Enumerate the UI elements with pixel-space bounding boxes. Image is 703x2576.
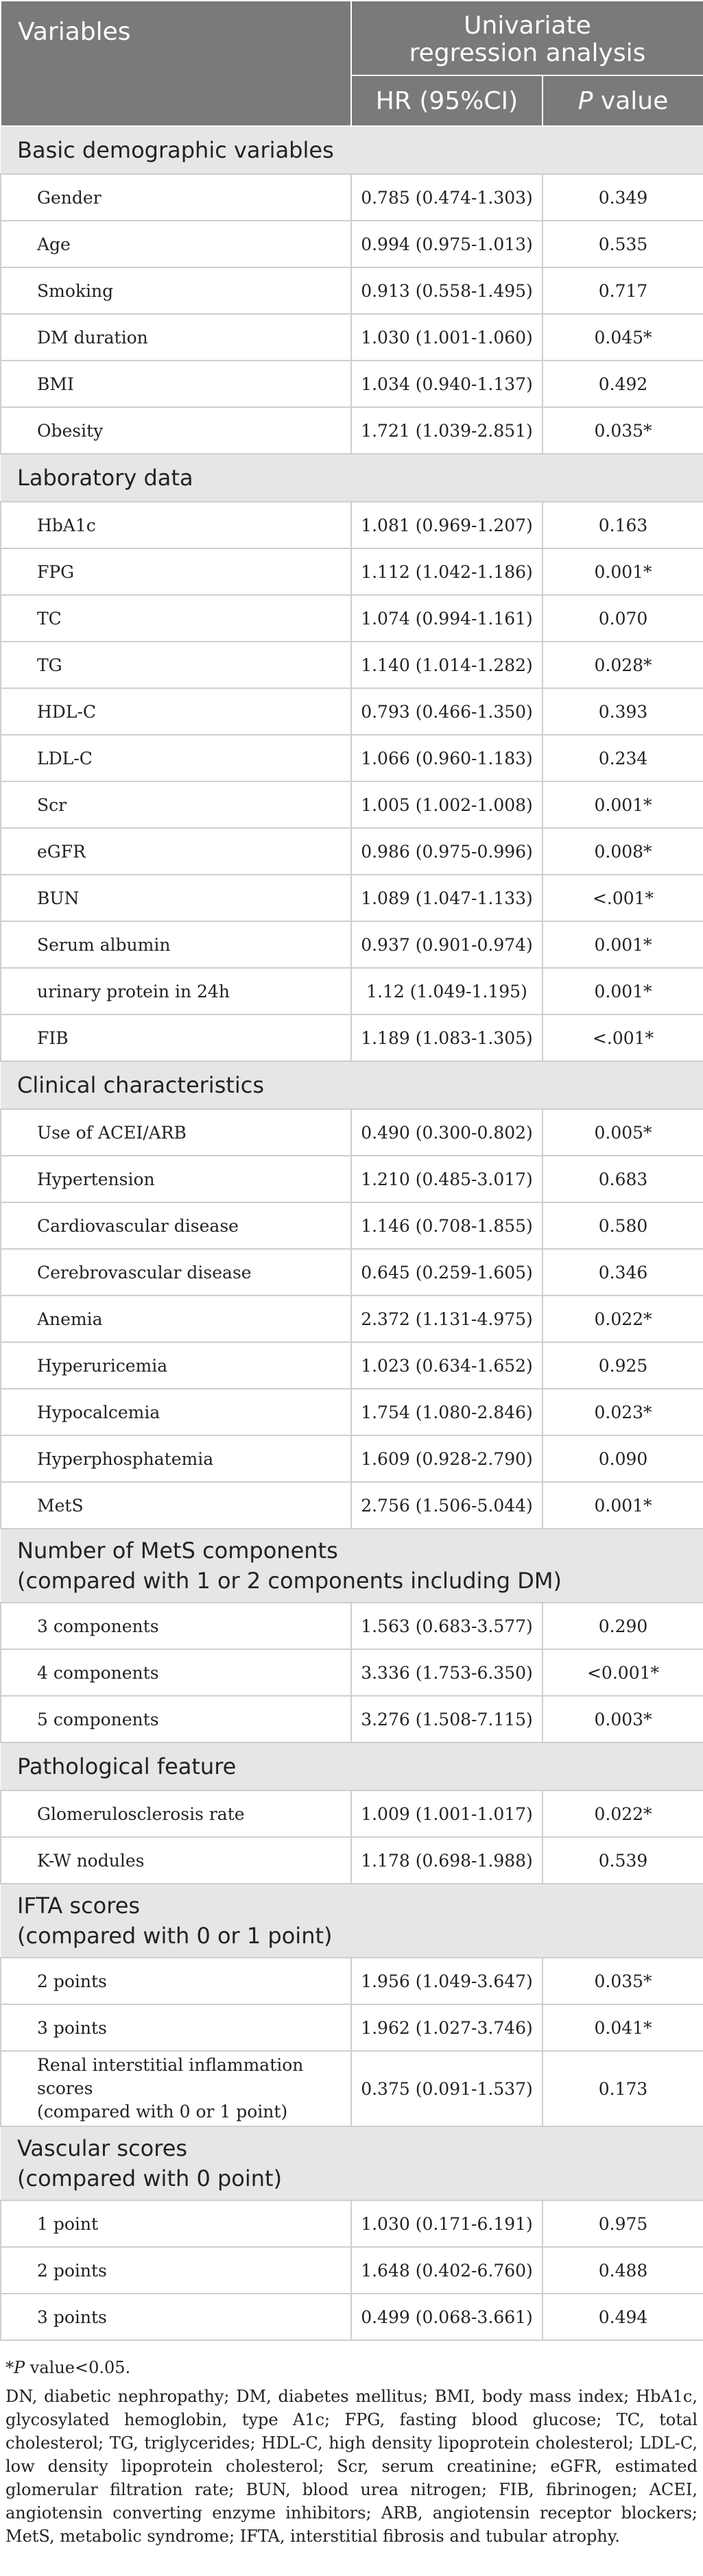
p-value-cell: 0.001* <box>543 548 703 595</box>
hr-cell: 1.962 (1.027-3.746) <box>351 2004 543 2051</box>
table-row <box>1 314 703 361</box>
variable-name-cell <box>1 2004 351 2051</box>
table-row <box>1 1342 703 1389</box>
p-value-cell: <.001* <box>543 1014 703 1061</box>
table-header <box>1 1 703 126</box>
hr-cell: 1.146 (0.708-1.855) <box>351 1202 543 1249</box>
hr-cell: 0.490 (0.300-0.802) <box>351 1109 543 1156</box>
table-row <box>1 1482 703 1529</box>
table-row <box>1 1435 703 1482</box>
abbreviations-note: DN, diabetic nephropathy; DM, diabetes mellitus; BMI, body mass index; HbA1c, glycosylated hemoglobin, type A1c; FPG, fasting blood glucose; TC, total cholesterol; TG, triglycerides; HDL-C, high density lipoprotein cholesterol; LDL-C, low density lipoprotein cholesterol; Scr, serum creatinine; eGFR, estimated glomerular filtration rate; BUN, blood urea nitrogen; FIB, fibrinogen; ACEI, angiotensin converting enzyme inhibitors; ARB, angiotensin receptor blockers; MetS, metabolic syndrome; IFTA, interstitial fibrosis and tubular atrophy. <box>5 2387 698 2546</box>
hr-cell: 1.089 (1.047-1.133) <box>351 875 543 921</box>
section-title <box>1 1884 703 1958</box>
header-p-rest: value <box>593 86 669 115</box>
variable-name: DM duration <box>37 327 148 348</box>
table-row <box>1 1837 703 1884</box>
hr-cell: 1.178 (0.698-1.988) <box>351 1837 543 1884</box>
variable-name: Gender <box>37 187 102 208</box>
p-value-cell: 0.975 <box>543 2200 703 2247</box>
variable-name: 2 points <box>37 1971 107 1991</box>
footnote-p-rest: value<0.05. <box>25 2358 131 2377</box>
variable-name: Hypertension <box>37 1169 155 1189</box>
p-value-cell: 0.041* <box>543 2004 703 2051</box>
p-value-cell: 0.001* <box>543 968 703 1014</box>
table-row <box>1 1958 703 2004</box>
section-title-line2: (compared with 0 point) <box>17 2165 283 2191</box>
table-row <box>1 1014 703 1061</box>
table-row <box>1 595 703 642</box>
variable-name-cell <box>1 1837 351 1884</box>
table-row <box>1 1790 703 1837</box>
header-variables: Variables <box>1 1 351 126</box>
table-row <box>1 968 703 1014</box>
hr-cell: 0.986 (0.975-0.996) <box>351 828 543 875</box>
variable-name: Cardiovascular disease <box>37 1215 239 1236</box>
hr-cell: 1.956 (1.049-3.647) <box>351 1958 543 2004</box>
hr-cell: 1.140 (1.014-1.282) <box>351 642 543 688</box>
variable-name-cell <box>1 1342 351 1389</box>
table-row <box>1 361 703 407</box>
variable-name: 3 points <box>37 2307 107 2327</box>
hr-cell: 1.210 (0.485-3.017) <box>351 1156 543 1202</box>
table-row <box>1 2051 703 2126</box>
section-title <box>1 1742 703 1790</box>
variable-name: 1 point <box>37 2213 99 2234</box>
table-row <box>1 828 703 875</box>
table-row <box>1 688 703 735</box>
section-header-row <box>1 454 703 502</box>
variable-name: FPG <box>37 561 75 582</box>
p-value-cell: 0.008* <box>543 828 703 875</box>
table-row <box>1 1249 703 1296</box>
table-row <box>1 1109 703 1156</box>
variable-name-cell <box>1 1389 351 1435</box>
table-row <box>1 1696 703 1742</box>
variable-name: Hyperuricemia <box>37 1355 168 1376</box>
hr-cell: 3.276 (1.508-7.115) <box>351 1696 543 1742</box>
variable-name-cell <box>1 502 351 548</box>
hr-cell: 0.499 (0.068-3.661) <box>351 2294 543 2340</box>
section-title-line2: (compared with 0 or 1 point) <box>17 1923 333 1949</box>
variable-name-cell <box>1 174 351 221</box>
variable-name-cell <box>1 1696 351 1742</box>
p-value-cell: 0.346 <box>543 1249 703 1296</box>
header-p-value <box>543 75 703 126</box>
table-row <box>1 502 703 548</box>
p-value-cell: 0.492 <box>543 361 703 407</box>
p-value-cell: 0.022* <box>543 1296 703 1342</box>
hr-cell: 0.793 (0.466-1.350) <box>351 688 543 735</box>
p-value-cell: 0.717 <box>543 267 703 314</box>
variable-name: Renal interstitial inflammation scores <box>37 2055 304 2098</box>
variable-name-cell <box>1 314 351 361</box>
variable-name-cell <box>1 921 351 968</box>
table-row <box>1 2200 703 2247</box>
variable-name-cell <box>1 1109 351 1156</box>
hr-cell: 0.913 (0.558-1.495) <box>351 267 543 314</box>
section-header-row <box>1 1742 703 1790</box>
p-value-cell: 0.535 <box>543 221 703 267</box>
variable-name: MetS <box>37 1495 84 1516</box>
table-row <box>1 407 703 454</box>
variable-name-cell <box>1 1958 351 2004</box>
variable-name: 3 points <box>37 2017 107 2038</box>
p-value-cell: 0.023* <box>543 1389 703 1435</box>
variable-name-cell <box>1 2247 351 2294</box>
variable-name: Hypocalcemia <box>37 1402 160 1422</box>
variable-name-line2: (compared with 0 or 1 point) <box>37 2102 288 2122</box>
table-row <box>1 781 703 828</box>
table-row <box>1 221 703 267</box>
table-row <box>1 174 703 221</box>
table-body <box>1 126 703 2340</box>
p-value-cell: 0.290 <box>543 1603 703 1649</box>
table-row <box>1 548 703 595</box>
hr-cell: 1.066 (0.960-1.183) <box>351 735 543 781</box>
variable-name-cell <box>1 642 351 688</box>
p-value-cell: 0.035* <box>543 407 703 454</box>
hr-cell: 0.785 (0.474-1.303) <box>351 174 543 221</box>
variable-name: urinary protein in 24h <box>37 981 230 1001</box>
section-title-line1: Vascular scores <box>17 2135 188 2161</box>
table-row <box>1 1389 703 1435</box>
variable-name-cell <box>1 875 351 921</box>
variable-name-cell <box>1 2200 351 2247</box>
table-row <box>1 642 703 688</box>
variable-name: Obesity <box>37 420 104 441</box>
hr-cell: 2.756 (1.506-5.044) <box>351 1482 543 1529</box>
p-value-cell: 0.349 <box>543 174 703 221</box>
variable-name: 5 components <box>37 1709 159 1729</box>
variable-name: Smoking <box>37 280 114 301</box>
variable-name: Anemia <box>37 1309 103 1329</box>
variable-name-cell <box>1 1202 351 1249</box>
table-row <box>1 1156 703 1202</box>
hr-cell: 0.937 (0.901-0.974) <box>351 921 543 968</box>
table-row <box>1 875 703 921</box>
variable-name-cell <box>1 595 351 642</box>
hr-cell: 1.009 (1.001-1.017) <box>351 1790 543 1837</box>
variable-name: 2 points <box>37 2260 107 2281</box>
variable-name-cell <box>1 1603 351 1649</box>
significance-note: *P value<0.05. <box>5 2358 131 2377</box>
hr-cell: 1.005 (1.002-1.008) <box>351 781 543 828</box>
hr-cell: 1.189 (1.083-1.305) <box>351 1014 543 1061</box>
variable-name-cell <box>1 1156 351 1202</box>
p-value-cell: 0.234 <box>543 735 703 781</box>
variable-name-cell <box>1 1249 351 1296</box>
variable-name-cell <box>1 968 351 1014</box>
p-value-cell: 0.001* <box>543 781 703 828</box>
variable-name-cell <box>1 2051 351 2126</box>
variable-name-cell <box>1 1790 351 1837</box>
variable-name-cell <box>1 361 351 407</box>
p-value-cell: 0.090 <box>543 1435 703 1482</box>
section-title-line2: (compared with 1 or 2 components including DM) <box>17 1568 562 1594</box>
hr-cell: 1.030 (1.001-1.060) <box>351 314 543 361</box>
header-group-line1: Univariate <box>464 12 591 40</box>
section-header-row <box>1 126 703 174</box>
variable-name-cell <box>1 407 351 454</box>
p-value-cell: 0.925 <box>543 1342 703 1389</box>
hr-cell: 1.563 (0.683-3.577) <box>351 1603 543 1649</box>
variable-name: 4 components <box>37 1662 159 1683</box>
p-value-cell: 0.683 <box>543 1156 703 1202</box>
hr-cell: 1.074 (0.994-1.161) <box>351 595 543 642</box>
p-value-cell: 0.035* <box>543 1958 703 2004</box>
section-header-row <box>1 1061 703 1109</box>
table-row <box>1 735 703 781</box>
section-header-row <box>1 1529 703 1603</box>
hr-cell: 1.721 (1.039-2.851) <box>351 407 543 454</box>
table-row <box>1 1296 703 1342</box>
variable-name: TG <box>37 655 62 675</box>
table-row <box>1 1202 703 1249</box>
p-value-cell: 0.393 <box>543 688 703 735</box>
p-value-cell: 0.005* <box>543 1109 703 1156</box>
variable-name-cell <box>1 688 351 735</box>
p-value-cell: 0.070 <box>543 595 703 642</box>
section-title-line1: Laboratory data <box>17 465 193 491</box>
p-value-cell: 0.173 <box>543 2051 703 2126</box>
table-row <box>1 2247 703 2294</box>
section-title <box>1 126 703 174</box>
variable-name-cell <box>1 1296 351 1342</box>
variable-name: K-W nodules <box>37 1850 145 1871</box>
p-value-cell: 0.494 <box>543 2294 703 2340</box>
p-value-cell: <0.001* <box>543 1649 703 1696</box>
p-value-cell: 0.028* <box>543 642 703 688</box>
variable-name: HDL-C <box>37 701 97 722</box>
variable-name: eGFR <box>37 841 86 862</box>
p-value-cell: 0.001* <box>543 921 703 968</box>
hr-cell: 1.112 (1.042-1.186) <box>351 548 543 595</box>
p-value-cell: 0.022* <box>543 1790 703 1837</box>
variable-name: Scr <box>37 794 67 815</box>
section-title-line1: Clinical characteristics <box>17 1072 265 1098</box>
variable-name-cell <box>1 1435 351 1482</box>
table-row <box>1 1603 703 1649</box>
table-row <box>1 267 703 314</box>
variable-name: FIB <box>37 1028 69 1048</box>
variable-name-cell <box>1 1649 351 1696</box>
table-footnote <box>0 2341 703 2548</box>
variable-name: Glomerulosclerosis rate <box>37 1803 245 1824</box>
variable-name-cell <box>1 1014 351 1061</box>
hr-cell: 0.994 (0.975-1.013) <box>351 221 543 267</box>
p-value-cell: <.001* <box>543 875 703 921</box>
section-title-line1: Pathological feature <box>17 1753 237 1779</box>
p-value-cell: 0.580 <box>543 1202 703 1249</box>
variable-name-cell <box>1 267 351 314</box>
variable-name-cell <box>1 828 351 875</box>
table-row <box>1 1649 703 1696</box>
footnote-p-italic: P <box>14 2358 25 2377</box>
hr-cell: 2.372 (1.131-4.975) <box>351 1296 543 1342</box>
section-title <box>1 454 703 502</box>
p-value-cell: 0.003* <box>543 1696 703 1742</box>
variable-name: Serum albumin <box>37 934 171 955</box>
hr-cell: 1.081 (0.969-1.207) <box>351 502 543 548</box>
hr-cell: 1.648 (0.402-6.760) <box>351 2247 543 2294</box>
hr-cell: 1.754 (1.080-2.846) <box>351 1389 543 1435</box>
p-value-cell: 0.539 <box>543 1837 703 1884</box>
variable-name: Cerebrovascular disease <box>37 1262 252 1283</box>
section-title-line1: Basic demographic variables <box>17 137 334 163</box>
variable-name: HbA1c <box>37 515 96 535</box>
table-row <box>1 921 703 968</box>
p-value-cell: 0.488 <box>543 2247 703 2294</box>
p-value-cell: 0.001* <box>543 1482 703 1529</box>
variable-name-cell <box>1 2294 351 2340</box>
table-row <box>1 2004 703 2051</box>
header-group-line2: regression analysis <box>409 39 646 67</box>
variable-name-cell <box>1 781 351 828</box>
variable-name: BMI <box>37 374 74 394</box>
variable-name: Use of ACEI/ARB <box>37 1122 187 1143</box>
hr-cell: 3.336 (1.753-6.350) <box>351 1649 543 1696</box>
variable-name: Age <box>37 234 71 254</box>
section-title <box>1 1529 703 1603</box>
hr-cell: 1.030 (0.171-6.191) <box>351 2200 543 2247</box>
variable-name: LDL-C <box>37 748 93 768</box>
variable-name: BUN <box>37 888 80 908</box>
variable-name-cell <box>1 1482 351 1529</box>
p-value-cell: 0.163 <box>543 502 703 548</box>
header-hr: HR (95%CI) <box>351 75 543 126</box>
variable-name-cell <box>1 548 351 595</box>
section-header-row <box>1 2126 703 2200</box>
hr-cell: 0.645 (0.259-1.605) <box>351 1249 543 1296</box>
header-p-italic: P <box>577 86 593 115</box>
hr-cell: 1.609 (0.928-2.790) <box>351 1435 543 1482</box>
variable-name-cell <box>1 735 351 781</box>
hr-cell: 1.12 (1.049-1.195) <box>351 968 543 1014</box>
section-title <box>1 1061 703 1109</box>
variable-name: TC <box>37 608 62 629</box>
section-header-row <box>1 1884 703 1958</box>
variable-name: 3 components <box>37 1616 159 1636</box>
section-title <box>1 2126 703 2200</box>
table-row <box>1 2294 703 2340</box>
section-title-line1: Number of MetS components <box>17 1538 338 1564</box>
hr-cell: 1.034 (0.940-1.137) <box>351 361 543 407</box>
variable-name: Hyperphosphatemia <box>37 1448 214 1469</box>
p-value-cell: 0.045* <box>543 314 703 361</box>
variable-name-cell <box>1 221 351 267</box>
section-title-line1: IFTA scores <box>17 1893 141 1919</box>
hr-cell: 0.375 (0.091-1.537) <box>351 2051 543 2126</box>
hr-cell: 1.023 (0.634-1.652) <box>351 1342 543 1389</box>
header-univariate-group <box>351 1 703 75</box>
